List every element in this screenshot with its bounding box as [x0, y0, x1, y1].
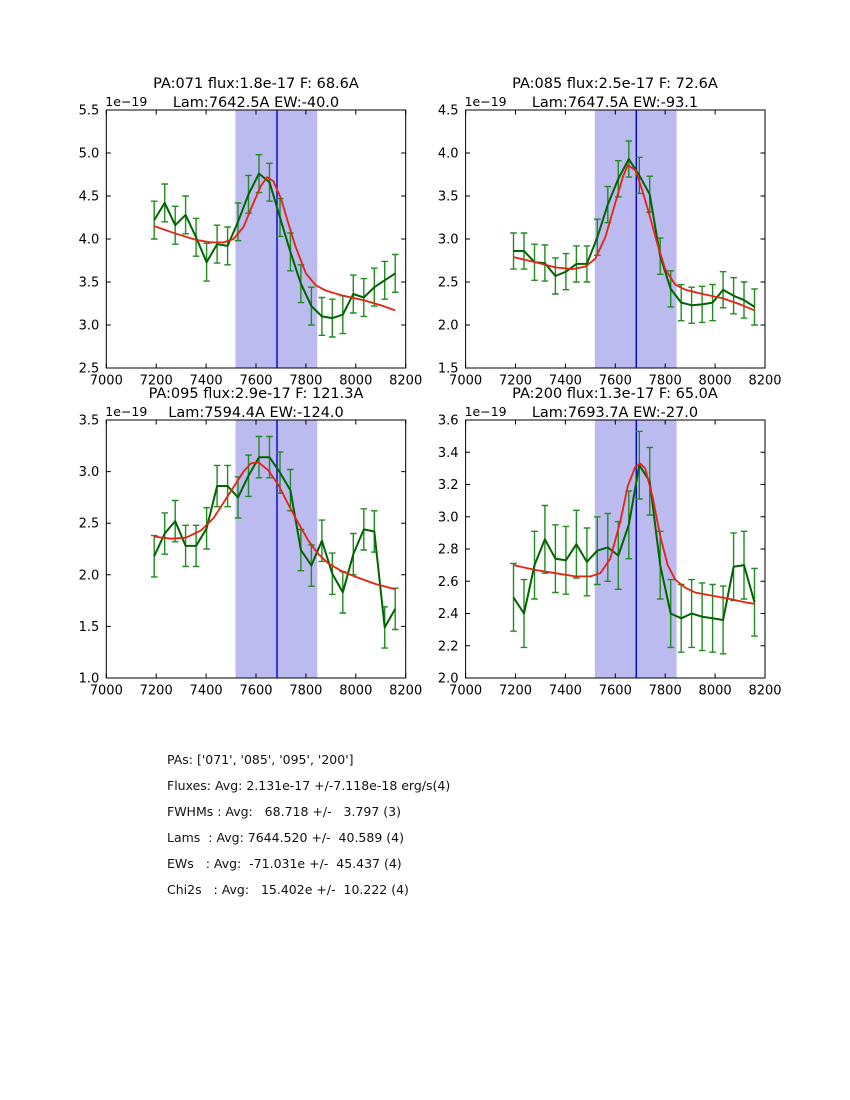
subplot-PA071 [79, 94, 423, 389]
y-tick-label: 3.6 [437, 413, 459, 429]
subplot-title-line2: Lam:7647.5A EW:-93.1 [531, 94, 699, 111]
x-tick-label: 7800 [648, 683, 682, 699]
x-tick-label: 7000 [449, 373, 483, 389]
x-tick-label: 7000 [89, 683, 123, 699]
x-tick-label: 8200 [748, 373, 782, 389]
subplot-PA200 [438, 404, 782, 699]
y-tick-label: 4.5 [78, 189, 100, 205]
y-tick-label: 3.0 [78, 465, 100, 481]
summary-line-ews: EWs : Avg: -71.031e +/- 45.437 (4) [167, 856, 402, 871]
y-tick-label: 4.0 [78, 232, 100, 248]
subplot-title-line2: Lam:7594.4A EW:-124.0 [168, 404, 344, 421]
y-tick-label: 2.5 [437, 275, 459, 291]
y-axis-offset-label: 1e−19 [105, 404, 148, 419]
y-tick-label: 2.2 [437, 639, 459, 655]
x-tick-label: 7800 [289, 683, 323, 699]
x-tick-label: 8000 [339, 683, 373, 699]
y-tick-label: 4.0 [437, 146, 459, 162]
x-tick-label: 7400 [189, 373, 223, 389]
x-tick-label: 7200 [498, 683, 533, 699]
subplot-title-pa085 [465, 75, 765, 112]
x-tick-label: 7200 [498, 373, 533, 389]
subplot-title-line1: PA:095 flux:2.9e-17 F: 121.3A [148, 386, 364, 402]
x-tick-label: 7000 [89, 373, 123, 389]
summary-line-fluxes: Fluxes: Avg: 2.131e-17 +/-7.118e-18 erg/s(4) [167, 778, 451, 793]
subplot-title-line2: Lam:7642.5A EW:-40.0 [172, 94, 340, 111]
x-tick-label: 7200 [139, 683, 173, 699]
x-tick-label: 8200 [748, 683, 782, 699]
y-tick-label: 3.0 [437, 232, 459, 248]
x-tick-label: 7800 [289, 373, 323, 389]
y-tick-label: 3.5 [437, 189, 459, 205]
x-tick-label: 7800 [648, 373, 682, 389]
y-axis-offset-label: 1e−19 [464, 94, 507, 109]
y-tick-label: 3.4 [437, 445, 459, 461]
subplot-title-line1: PA:071 flux:1.8e-17 F: 68.6A [153, 76, 359, 92]
x-tick-label: 8000 [698, 683, 732, 699]
y-tick-label: 2.0 [78, 568, 100, 584]
y-tick-label: 2.4 [437, 607, 459, 622]
x-tick-label: 8000 [698, 373, 732, 389]
y-axis-offset-label: 1e−19 [464, 404, 507, 419]
summary-line-lams: Lams : Avg: 7644.520 +/- 40.589 (4) [167, 830, 404, 845]
subplot-title-pa071 [106, 75, 406, 112]
x-tick-label: 8000 [339, 373, 373, 389]
summary-line-chi2s: Chi2s : Avg: 15.402e +/- 10.222 (4) [167, 882, 409, 897]
x-tick-label: 8200 [389, 373, 423, 389]
x-tick-label: 7600 [239, 373, 273, 389]
y-tick-label: 2.5 [78, 516, 100, 532]
subplot-PA095 [79, 404, 423, 699]
y-tick-label: 3.5 [78, 275, 100, 291]
subplot-title-pa095 [106, 385, 406, 422]
x-tick-label: 7400 [548, 373, 582, 389]
summary-line-pas: PAs: ['071', '085', '095', '200'] [167, 752, 354, 767]
x-tick-label: 8200 [389, 683, 423, 699]
summary-line-fwhms: FWHMs : Avg: 68.718 +/- 3.797 (3) [167, 804, 401, 819]
x-tick-label: 7200 [139, 373, 173, 389]
subplot-title-line1: PA:085 flux:2.5e-17 F: 72.6A [512, 76, 718, 92]
y-tick-label: 2.6 [437, 574, 459, 590]
y-axis-offset-label: 1e−19 [105, 94, 148, 109]
y-tick-label: 1.5 [78, 619, 100, 635]
y-tick-label: 5.0 [78, 146, 100, 162]
x-tick-label: 7400 [548, 683, 582, 699]
x-tick-label: 7600 [598, 683, 632, 699]
x-tick-label: 7600 [598, 373, 632, 389]
subplot-title-line1: PA:200 flux:1.3e-17 F: 65.0A [512, 386, 718, 402]
y-tick-label: 2.0 [437, 318, 459, 334]
subplot-title-line2: Lam:7693.7A EW:-27.0 [531, 404, 699, 421]
x-tick-label: 7600 [239, 683, 273, 699]
y-tick-label: 3.0 [78, 318, 100, 334]
y-tick-label: 4.5 [437, 103, 459, 119]
y-tick-label: 2.8 [437, 542, 459, 558]
y-tick-label: 3.0 [437, 510, 459, 526]
y-tick-label: 3.5 [78, 413, 100, 429]
subplot-title-pa200 [465, 385, 765, 422]
y-tick-label: 5.5 [78, 103, 100, 119]
y-tick-label: 1.0 [78, 671, 100, 687]
y-tick-label: 2.0 [437, 671, 459, 687]
y-tick-label: 3.2 [437, 478, 459, 493]
y-tick-label: 1.5 [437, 361, 459, 377]
x-tick-label: 7400 [189, 683, 223, 699]
summary-block [167, 747, 450, 903]
y-tick-label: 2.5 [78, 361, 100, 377]
subplot-PA085 [438, 94, 782, 389]
x-tick-label: 7000 [449, 683, 483, 699]
